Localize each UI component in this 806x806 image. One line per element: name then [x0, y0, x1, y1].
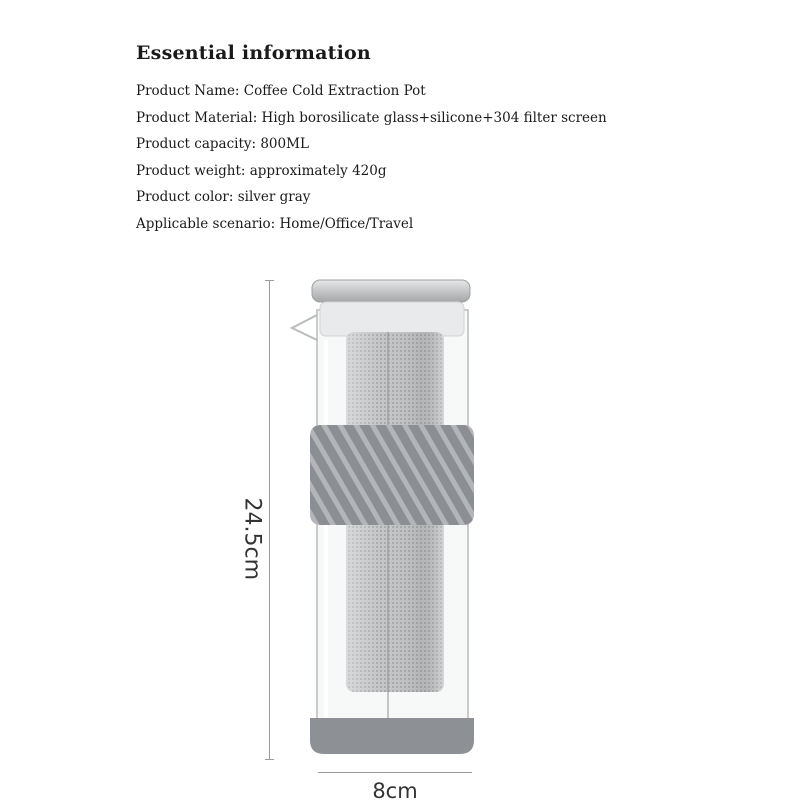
- info-product-name: Product Name: Coffee Cold Extraction Pot: [136, 83, 426, 99]
- height-dimension-label: 24.5cm: [239, 497, 265, 581]
- info-title: Essential information: [136, 42, 371, 64]
- height-dimension-line: [269, 280, 270, 760]
- lid-cap: [312, 280, 470, 302]
- essential-info-section: [136, 40, 776, 237]
- width-dimension-label: 8cm: [372, 779, 418, 803]
- silicone-sleeve: [310, 425, 474, 525]
- lid-silicone-ring: [320, 302, 464, 336]
- width-dimension-line: [318, 772, 472, 773]
- info-product-material: Product Material: High borosilicate glass+silicone+304 filter screen: [136, 109, 607, 126]
- info-product-color: Product color: silver gray: [136, 189, 311, 205]
- cold-brew-pot-image: [280, 270, 490, 760]
- info-product-capacity: Product capacity: 800ML: [136, 136, 309, 152]
- glass-highlight: [324, 340, 328, 720]
- height-dimension-cap-bottom: [265, 759, 274, 760]
- silicone-base: [310, 718, 474, 754]
- info-product-weight: Product weight: approximately 420g: [136, 162, 387, 179]
- glass-spout: [292, 315, 317, 340]
- height-dimension-cap-top: [265, 280, 274, 281]
- info-applicable-scenario: Applicable scenario: Home/Office/Travel: [136, 215, 414, 232]
